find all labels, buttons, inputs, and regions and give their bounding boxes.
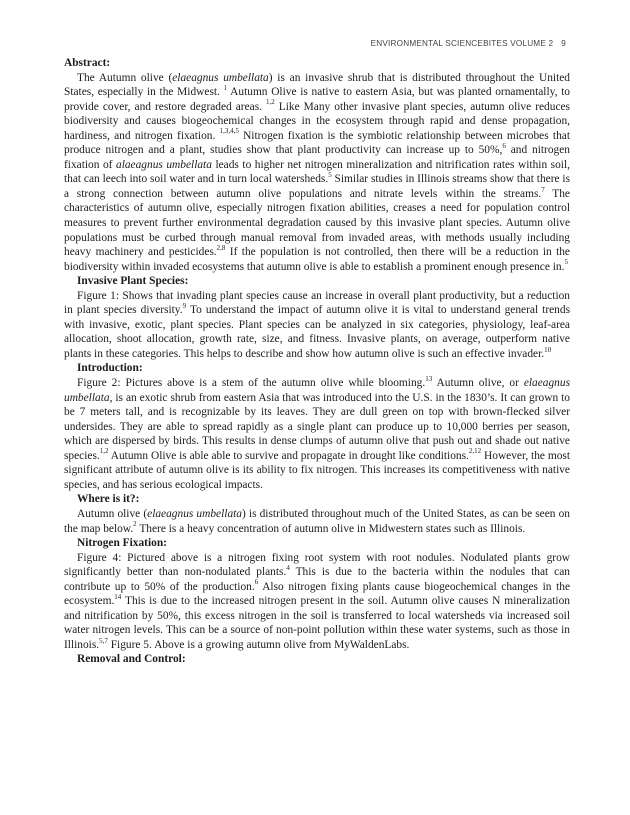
citation-ref: 4 — [286, 563, 290, 572]
citation-ref: 5 — [328, 171, 332, 180]
citation-ref: 5,7 — [99, 636, 108, 645]
citation-ref: 6 — [502, 141, 506, 150]
species-name: alaeagnus umbellata — [116, 158, 212, 171]
text-span: Autumn olive, or — [432, 377, 524, 390]
citation-ref: 1 — [223, 83, 228, 92]
text-span: The Autumn olive ( — [77, 71, 173, 84]
abstract-heading: Abstract: — [64, 57, 111, 69]
text-span: If the population is not controlled, then there will be a reduction in the biodiversity within invaded ecosystems that autumn olive is able to establish a prominent enough presence in. — [64, 246, 570, 273]
citation-ref: 1,3,4,5 — [219, 127, 239, 136]
citation-ref: 5 — [564, 258, 568, 267]
text-span: There is a heavy concentration of autumn olive in Midwestern states such as Illinois. — [136, 522, 526, 535]
species-name: elaeagnus umbellata — [147, 507, 242, 520]
text-span: Nitrogen fixation is the symbiotic relationship between microbes that produce nitrogen and a plant, studies show that plant productivity can increase up to 50%, — [64, 129, 570, 157]
nitrogen-fixation-heading: Nitrogen Fixation: — [77, 537, 167, 550]
text-span: leads to higher net nitrogen mineralization and nitrification rates within soil, that can leech into soil water and in turn local watersheds. — [64, 158, 570, 186]
text-span: Like Many other invasive plant species, autumn olive reduces biodiversity and causes biogeochemical changes in the ecosystem through rapid and dense propagation, hardiness, and nitrogen fixation. — [64, 100, 570, 142]
running-header — [371, 39, 566, 48]
citation-ref: 1,2 — [99, 447, 109, 456]
text-span: Autumn Olive is native to eastern Asia, but was planted ornamentally, to provide cover, and restore degraded areas. — [64, 86, 571, 113]
citation-ref: 2,8 — [216, 243, 226, 252]
text-span: Figure 1: Shows that invading plant species cause an increase in overall plant productivity, but a reduction in plant species diversity. — [64, 289, 570, 317]
invasive-species-heading: Invasive Plant Species: — [77, 275, 189, 288]
nitrogen-fixation-paragraph — [64, 551, 570, 653]
abstract-paragraph — [64, 71, 570, 275]
citation-ref: 10 — [544, 345, 552, 354]
introduction-paragraph — [64, 376, 570, 492]
text-span: This is due to the bacteria within the nodules that can contribute up to 50% of the production. — [64, 566, 570, 593]
text-span: ) is an invasive shrub that is distributed throughout the United States, especially in the Midwest. — [64, 71, 570, 99]
text-span: Autumn olive ( — [77, 507, 148, 520]
running-title: ENVIRONMENTAL SCIENCEBITES VOLUME 2 — [370, 39, 554, 48]
text-span: The characteristics of autumn olive, especially nitrogen fixation abilities, creases a need for population control measures to prevent further environmental degradation caused by this invasive plant species. Autumn olive populations must be curbed through manual removal from invaded areas, with methods usually including heavy machinery and pesticides. — [64, 187, 570, 259]
where-is-it-paragraph — [64, 507, 570, 536]
text-span: Figure 2: Pictures above is a stem of the autumn olive while blooming. — [77, 377, 426, 390]
citation-ref: 13 — [425, 374, 433, 383]
text-span: Similar studies in Illinois streams show that there is a strong connection between autumn olive populations and nitrate levels within the streams. — [64, 173, 571, 200]
species-name: elaeagnus umbellata — [64, 377, 570, 404]
citation-ref: 2,12 — [468, 447, 482, 456]
invasive-species-paragraph — [64, 289, 570, 362]
removal-control-heading: Removal and Control: — [77, 653, 186, 666]
citation-ref: 2 — [133, 520, 137, 529]
citation-ref: 9 — [182, 302, 187, 310]
article-body — [64, 56, 570, 667]
text-span: This is due to the increased nitrogen present in the soil. Autumn olive causes N mineralization and nitrification by 50%, this excess nitrogen in the soil is transferred to local watersheds via increased soil water nitrogen levels. This can be a source of non-point pollution within these water systems, such as those in Illinois. — [64, 595, 570, 651]
text-span: and nitrogen fixation of — [64, 144, 570, 171]
text-span: To understand the impact of autumn olive it is vital to understand general trends with invasive, exotic, plant species. Plant species can be analyzed in six categories, physiology, leaf-area allocation, shoot allocation, growth rate, size, and fitness. Invasive plants, on average, outperform native plants in these categories. This helps to describe and show how autumn olive is such an effective invader. — [64, 304, 571, 360]
text-span: ) is distributed throughout much of the United States, as can be seen on the map below. — [64, 507, 570, 535]
text-span: Also nitrogen fixing plants cause biogeochemical changes in the ecosystem. — [64, 580, 571, 608]
page-number: 9 — [561, 39, 566, 48]
species-name: elaeagnus umbellata — [172, 71, 269, 84]
text-span: Figure 4: Pictured above is a nitrogen fixing root system with root nodules. Nodulated plants grow significantly better than non-nodulated plants. — [64, 551, 570, 579]
citation-ref: 14 — [114, 592, 122, 601]
text-span: Autumn Olive is able able to survive and propagate in drought like conditions. — [108, 449, 469, 462]
text-span: Figure 5. Above is a growing autumn olive from MyWaldenLabs. — [107, 638, 410, 651]
citation-ref: 1,2 — [266, 98, 275, 107]
citation-ref: 6 — [254, 578, 259, 587]
citation-ref: 7 — [541, 185, 545, 194]
introduction-heading: Introduction: — [77, 362, 143, 375]
where-is-it-heading: Where is it?: — [77, 493, 140, 506]
text-span: , is an exotic shrub from eastern Asia that was introduced into the U.S. in the 1830’s. It can grown to be 7 meters tall, and is recognizable by its leaves. They are dull green on top with brown-flecked silver undersides. They are able to spread rapidly as a single plant can produce up to 10,000 berries per season, which are dispersed by birds. This results in dense clumps of autumn olive that push out and shade out native species. — [64, 391, 570, 462]
text-span: However, the most significant attribute of autumn olive is its ability to fix nitrogen. This increases its competitiveness with native species, and has serious ecological impacts. — [64, 449, 570, 491]
